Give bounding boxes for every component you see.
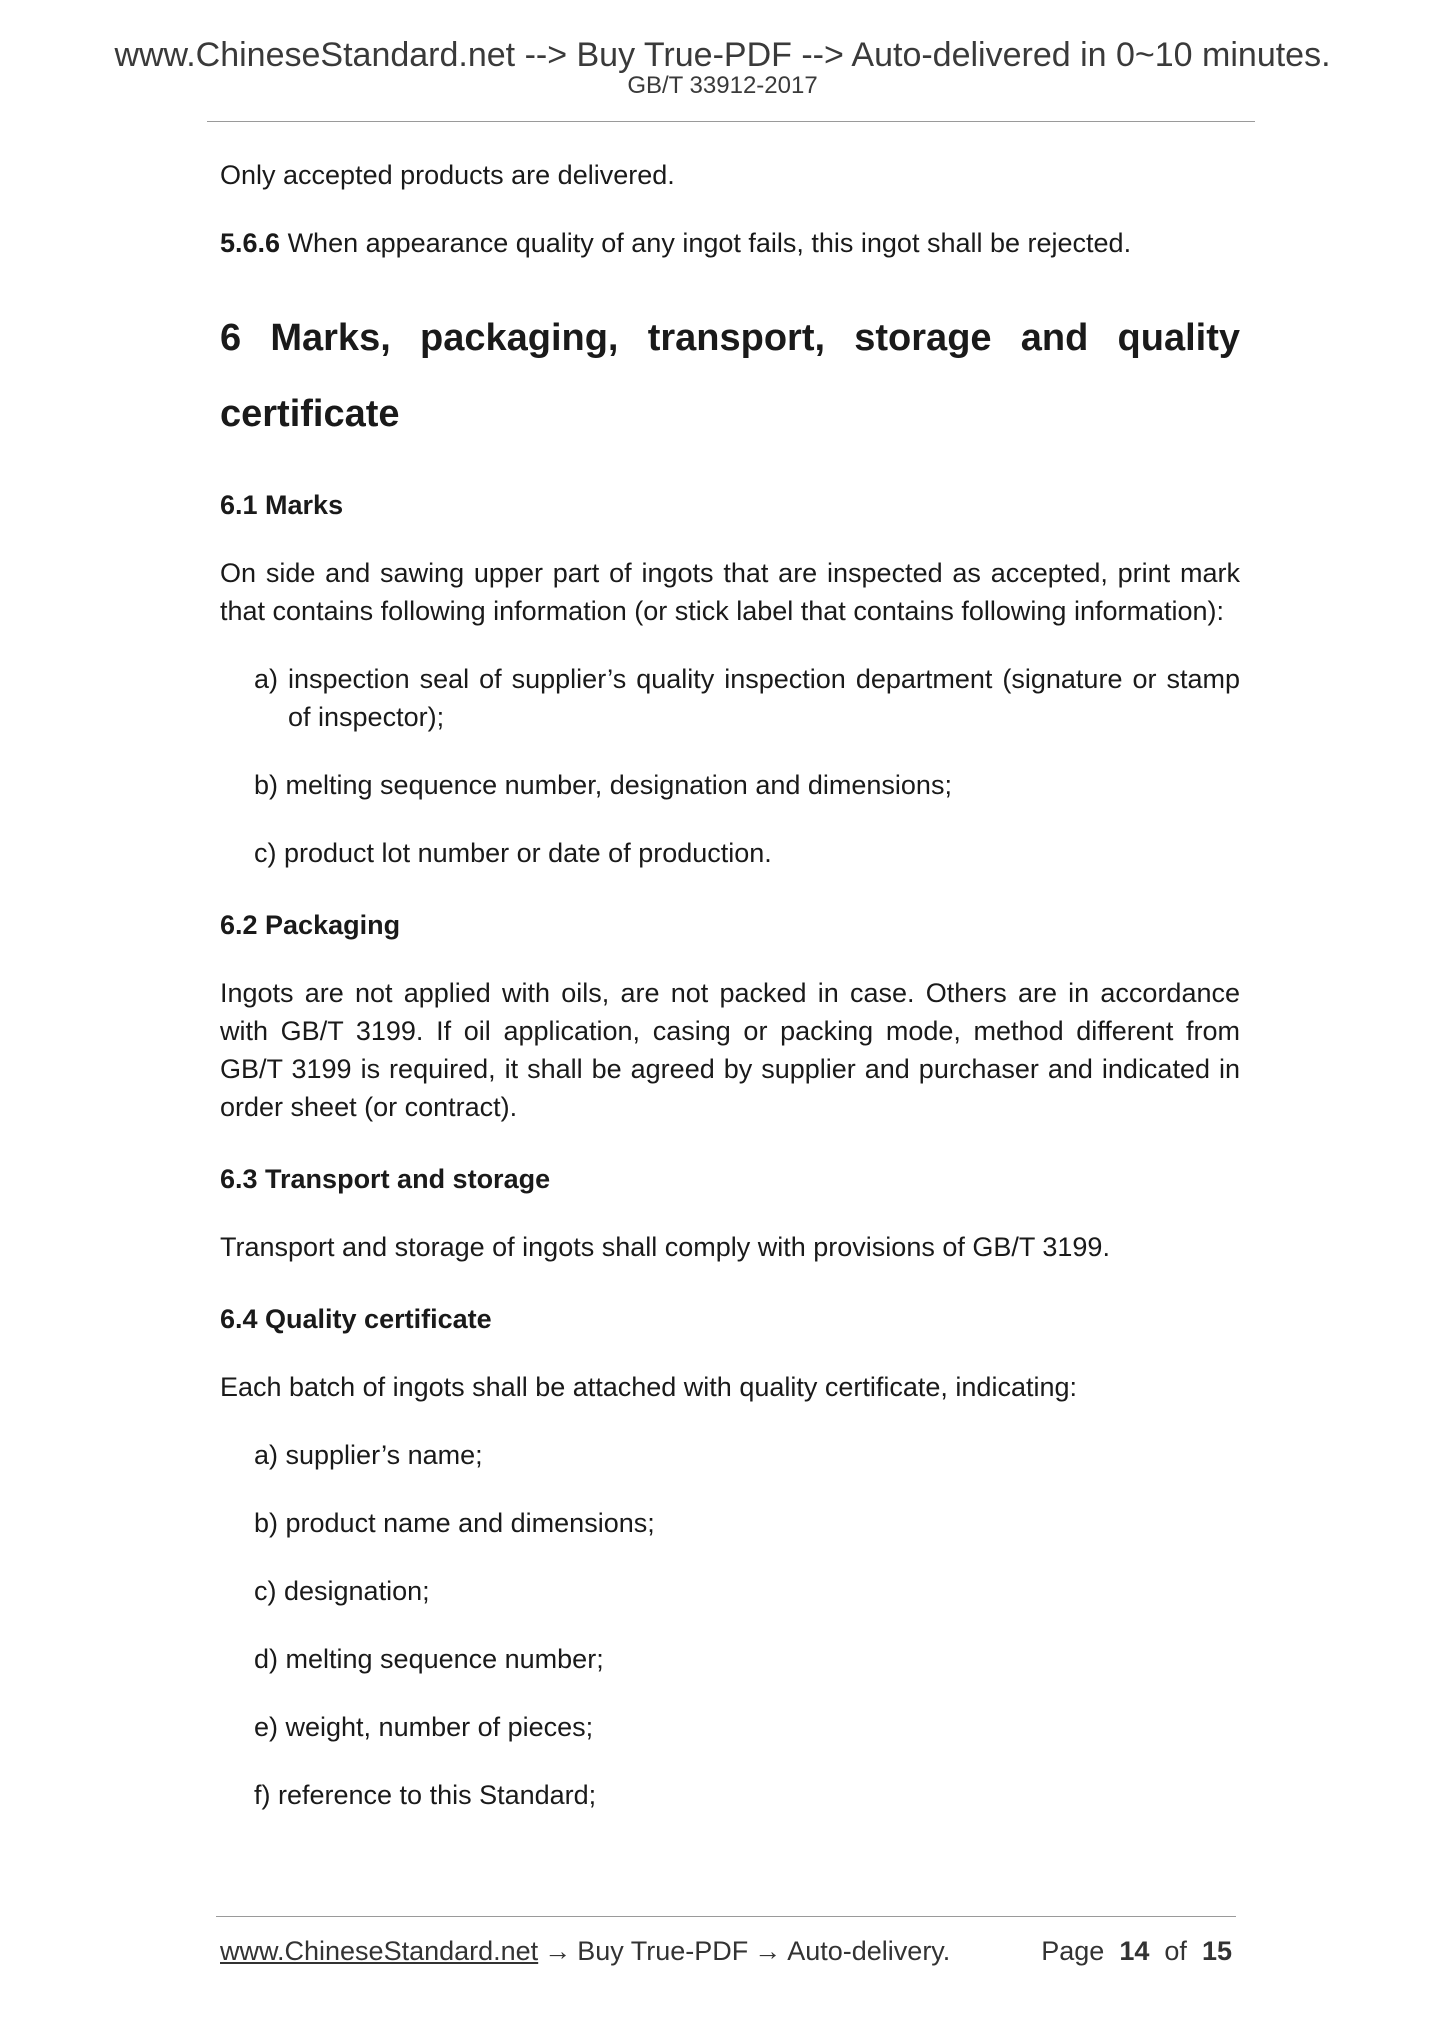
page-current: 14 xyxy=(1119,1936,1150,1966)
list-item: e) weight, number of pieces; xyxy=(254,1712,594,1742)
certificate-list xyxy=(220,1436,1240,1814)
page-indicator xyxy=(1041,1936,1232,1967)
arrow-right-icon: → xyxy=(544,1936,572,1966)
page-of: of xyxy=(1164,1936,1187,1966)
section-6-1-paragraph: On side and sawing upper part of ingots that are inspected as accepted, print mark that contains following information (or stick label that contains following information): xyxy=(220,558,1240,626)
section-6-1-heading: 6.1 Marks xyxy=(220,490,344,520)
list-item: a) inspection seal of supplier’s quality inspection department (signature or stamp of inspector); xyxy=(254,664,1240,732)
footer-divider xyxy=(216,1916,1236,1917)
section-6-3-paragraph: Transport and storage of ingots shall comply with provisions of GB/T 3199. xyxy=(220,1232,1110,1262)
section-6-4-paragraph: Each batch of ingots shall be attached with quality certificate, indicating: xyxy=(220,1372,1077,1402)
page-total: 15 xyxy=(1201,1936,1232,1966)
section-6-2-paragraph: Ingots are not applied with oils, are not packed in case. Others are in accordance with GB/T 3199. If oil application, casing or packing mode, method different from GB/T 3199 is required, it shall be agreed by supplier and purchaser and indicated in order sheet (or contract). xyxy=(220,978,1240,1122)
header-divider xyxy=(207,121,1255,122)
section-6-heading: 6 Marks, packaging, transport, storage and quality certificate xyxy=(220,317,1240,435)
list-item: a) supplier’s name; xyxy=(254,1440,483,1470)
arrow-right-icon: → xyxy=(754,1936,782,1966)
list-item: b) melting sequence number, designation and dimensions; xyxy=(254,770,952,800)
list-item: f) reference to this Standard; xyxy=(254,1780,597,1810)
list-item: c) product lot number or date of production. xyxy=(254,838,772,868)
standard-code: GB/T 33912-2017 xyxy=(627,72,818,99)
clause-number: 5.6.6 xyxy=(220,228,281,258)
list-item: b) product name and dimensions; xyxy=(254,1508,655,1538)
list-item: c) designation; xyxy=(254,1576,430,1606)
list-item: d) melting sequence number; xyxy=(254,1644,604,1674)
footer-site-link[interactable]: www.ChineseStandard.net xyxy=(220,1936,539,1966)
section-6-3-heading: 6.3 Transport and storage xyxy=(220,1164,551,1194)
section-6-4-heading: 6.4 Quality certificate xyxy=(220,1304,492,1334)
footer-links xyxy=(220,1936,950,1967)
page-footer xyxy=(220,1936,1232,1967)
header-banner: www.ChineseStandard.net --> Buy True-PDF --> Auto-delivered in 0~10 minutes. xyxy=(114,36,1331,74)
document-body xyxy=(220,156,1240,1814)
marks-list xyxy=(220,660,1240,872)
intro-paragraph: Only accepted products are delivered. xyxy=(220,160,675,190)
footer-delivery-text: Auto-delivery. xyxy=(787,1936,951,1966)
section-6-2-heading: 6.2 Packaging xyxy=(220,910,401,940)
page-label: Page xyxy=(1041,1936,1105,1966)
footer-buy-text: Buy True-PDF xyxy=(577,1936,749,1966)
clause-text: When appearance quality of any ingot fails, this ingot shall be rejected. xyxy=(280,228,1132,258)
clause-5-6-6 xyxy=(220,224,1240,262)
